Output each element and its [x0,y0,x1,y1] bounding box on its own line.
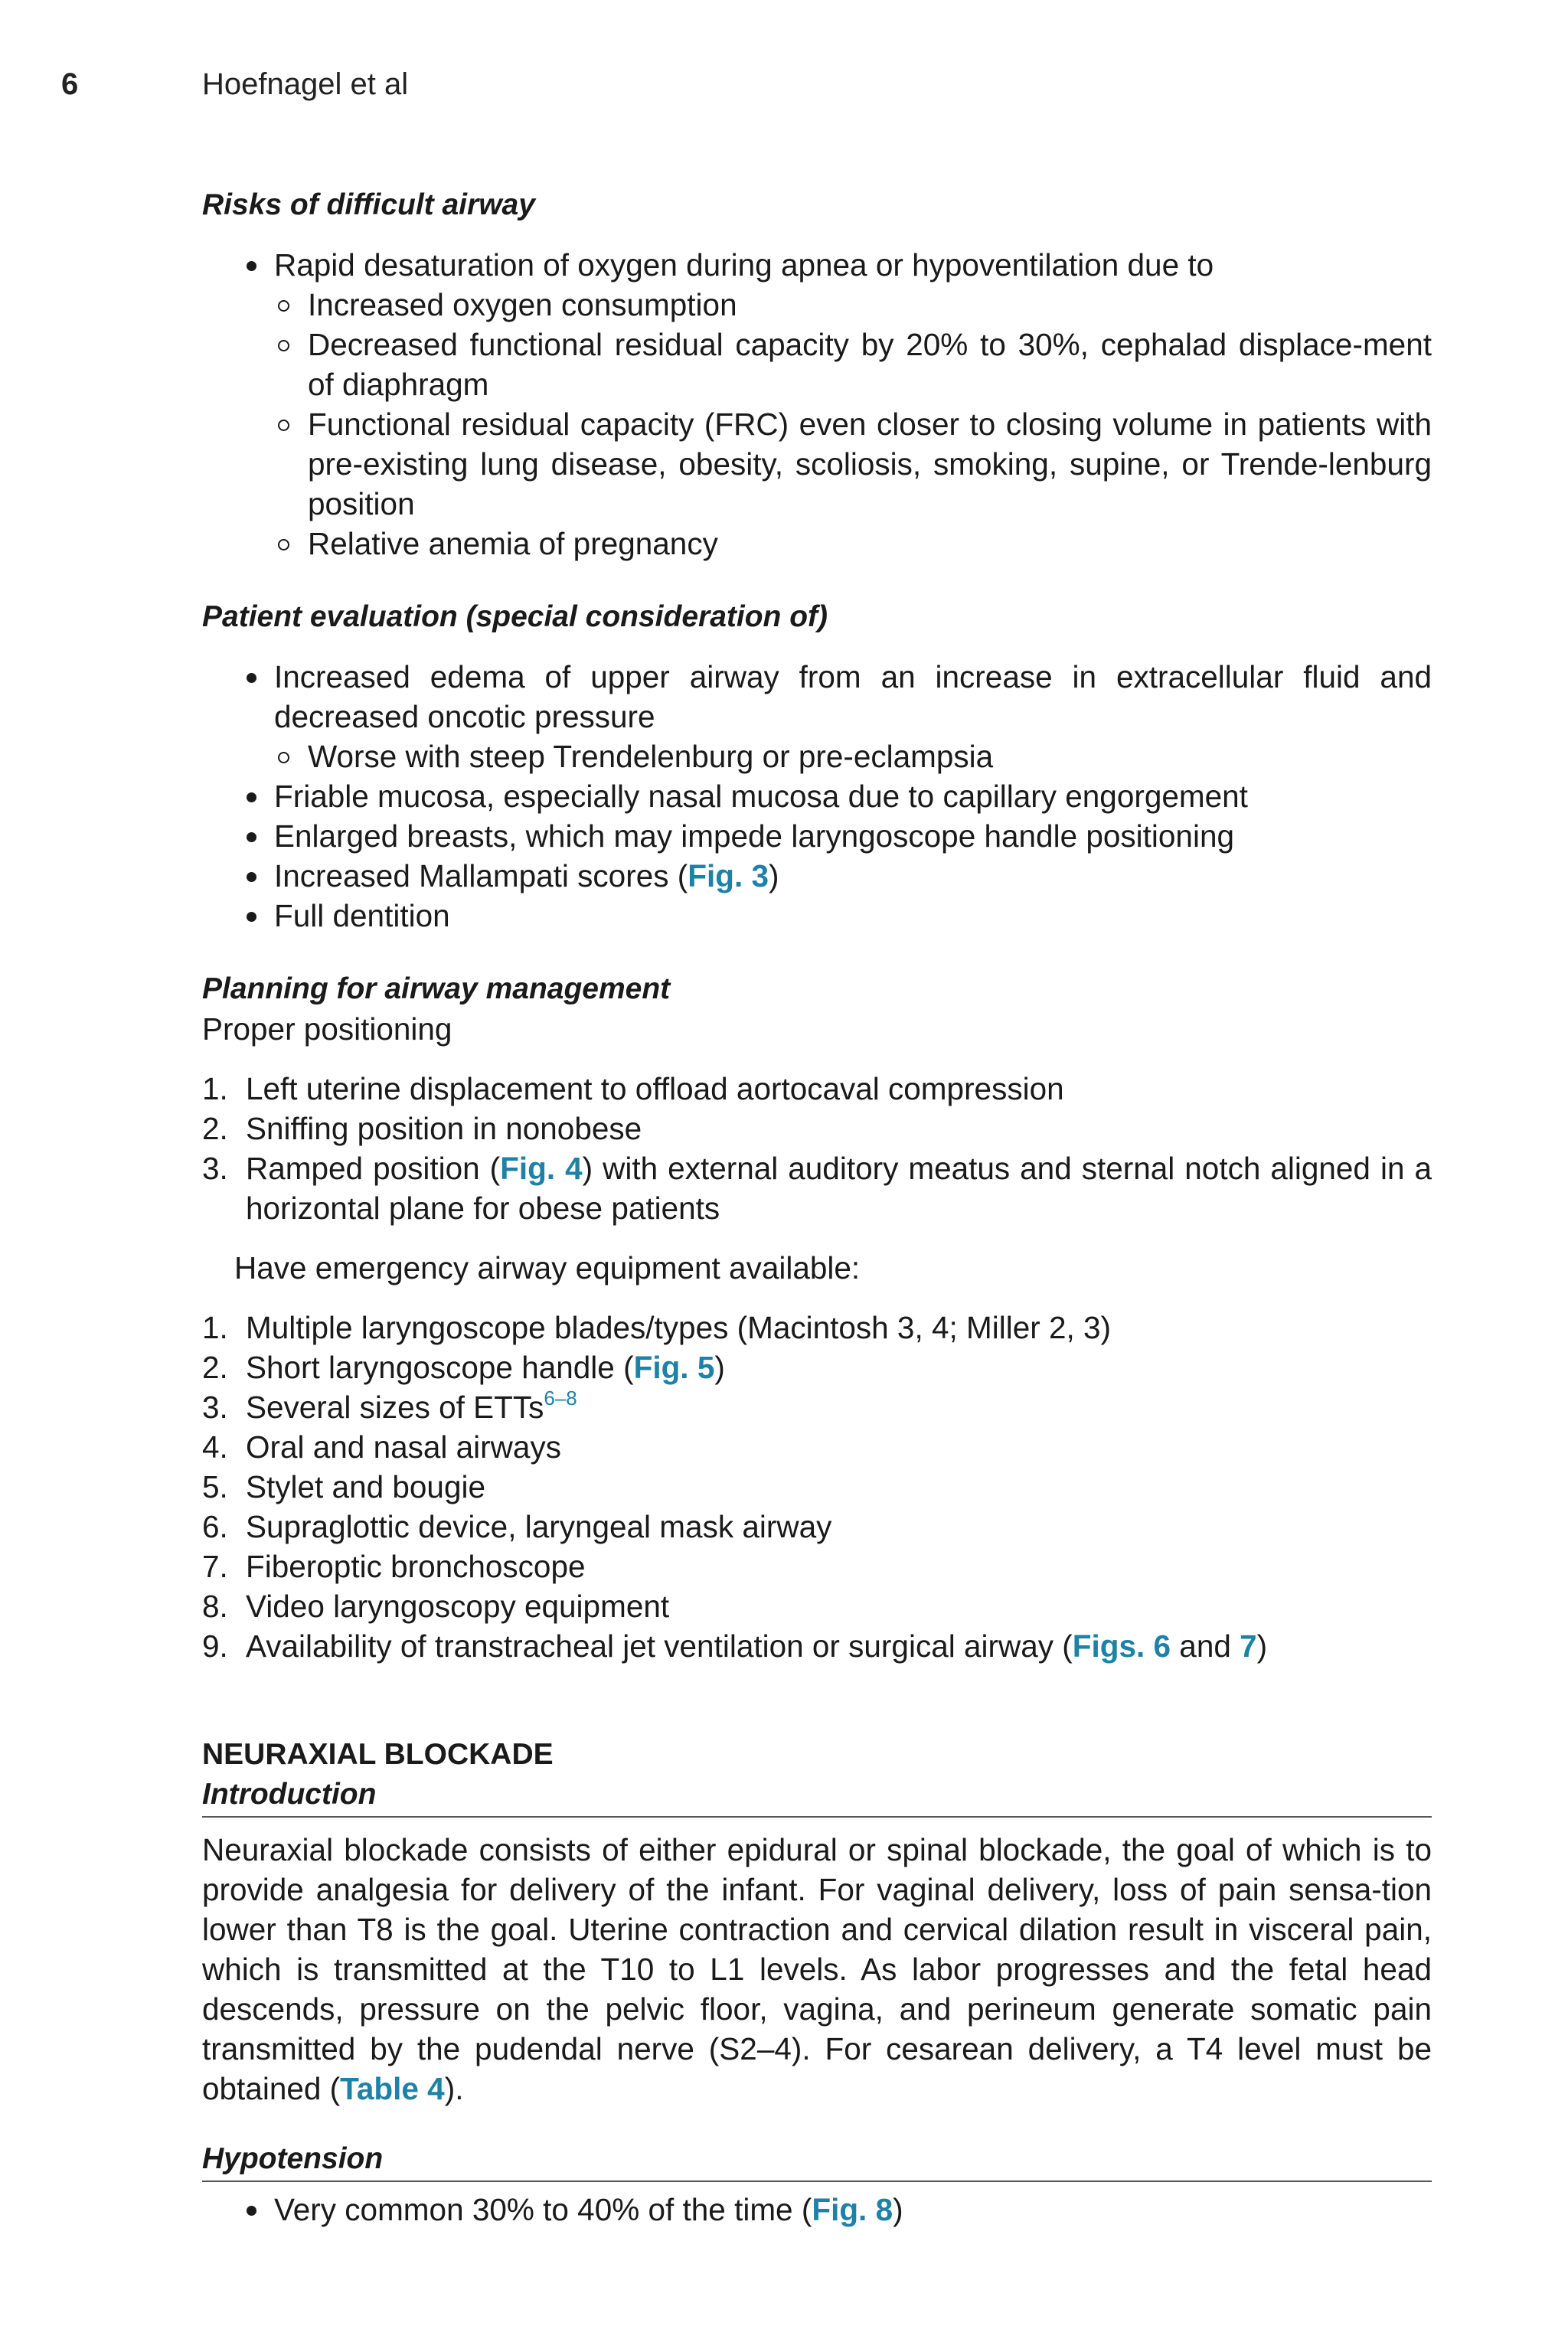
patient-evaluation-sublist [274,737,1432,776]
section-heading-introduction: Introduction [202,1775,1432,1818]
sub-list-item: Worse with steep Trendelenburg or pre-eclampsia [308,737,1432,776]
item-text: and [1171,1628,1240,1664]
running-head: Hoefnagel et al [202,67,409,101]
section-heading-hypotension: Hypotension [202,2139,1432,2182]
paragraph-text: Neuraxial blockade consists of either epidural or spinal blockade, the goal of which is to provide analgesia for delivery of the infant. For vaginal delivery, loss of pain sensa-tion lower than T8 is the goal. Uterine contraction and cervical dilation result in visceral pain, which is transmitted at the T10 to L1 levels. As labor progresses and the fetal head descends, pressure on the pelvic floor, vagina, and perineum generate somatic pain transmitted by the pudendal nerve (S2–4). For cesarean delivery, a T4 level must be obtained ( [202,1832,1432,2106]
numbered-item [202,1148,1432,1228]
item-text: Sniffing position in nonobese [246,1111,642,1146]
item-number: 3. [202,1151,228,1186]
section-heading-patient-evaluation: Patient evaluation (special consideration of) [202,600,828,633]
item-number: 4. [202,1429,228,1465]
positioning-list [202,1069,1432,1228]
major-heading-neuraxial-blockade: NEURAXIAL BLOCKADE [202,1738,554,1771]
fig-5-link[interactable]: Fig. 5 [633,1350,715,1385]
section-heading-risks: Risks of difficult airway [202,188,535,221]
item-text: Left uterine displacement to offload aortocaval compression [246,1071,1064,1106]
sub-list-item: Relative anemia of pregnancy [308,524,1432,564]
risks-sublist [274,285,1432,564]
item-text: Availability of transtracheal jet ventilation or surgical airway ( [246,1628,1073,1664]
numbered-item [202,1507,1432,1547]
item-number: 9. [202,1628,228,1664]
list-item-text: Rapid desaturation of oxygen during apnea or hypoventilation due to [274,247,1214,283]
list-item-text: Very common 30% to 40% of the time ( [274,2192,812,2227]
citation-reference[interactable]: 6–8 [544,1387,577,1410]
numbered-item [202,1387,1432,1427]
fig-7-link[interactable]: 7 [1240,1628,1257,1664]
item-number: 8. [202,1589,228,1624]
fig-4-link[interactable]: Fig. 4 [500,1151,583,1186]
numbered-item [202,1348,1432,1387]
numbered-item [202,1467,1432,1507]
item-number: 1. [202,1310,228,1345]
sub-list-item: Decreased functional residual capacity by 20% to 30%, cephalad displace-ment of diaphragm [308,325,1432,404]
risks-list [202,245,1432,564]
fig-8-link[interactable]: Fig. 8 [812,2192,893,2227]
item-text: ) [714,1350,725,1385]
list-item: Enlarged breasts, which may impede laryngoscope handle positioning [274,816,1432,856]
item-text: Several sizes of ETTs [246,1390,544,1425]
list-item-text: Increased edema of upper airway from an increase in extracellular fluid and decreased oncotic pressure [274,659,1432,734]
item-number: 2. [202,1111,228,1146]
item-number: 6. [202,1509,228,1544]
item-number: 1. [202,1071,228,1106]
numbered-item [202,1109,1432,1148]
item-number: 2. [202,1350,228,1385]
subheading-proper-positioning: Proper positioning [202,1011,452,1047]
list-item [274,2190,1432,2230]
table-4-link[interactable]: Table 4 [340,2071,445,2106]
list-item [274,657,1432,776]
introduction-paragraph [202,1830,1432,2109]
section-heading-planning: Planning for airway management [202,972,671,1005]
equipment-intro: Have emergency airway equipment available: [234,1250,861,1285]
item-text: ) [1256,1628,1268,1664]
item-number: 5. [202,1469,228,1504]
item-text: Oral and nasal airways [246,1429,561,1465]
hypotension-list [202,2190,1432,2230]
item-number: 7. [202,1549,228,1584]
item-text: Short laryngoscope handle ( [246,1350,634,1385]
patient-evaluation-list [202,657,1432,936]
list-item-text: ) [768,858,779,893]
main-content [202,185,1432,2230]
item-text: Multiple laryngoscope blades/types (Macintosh 3, 4; Miller 2, 3) [246,1310,1112,1345]
numbered-item [202,1308,1432,1348]
paragraph-text: ). [444,2071,464,2106]
item-number: 3. [202,1390,228,1425]
list-item-text: Increased Mallampati scores ( [274,858,688,893]
item-text: Video laryngoscopy equipment [246,1589,670,1624]
item-text: Stylet and bougie [246,1469,485,1504]
item-text: Ramped position ( [246,1151,501,1186]
sub-list-item: Functional residual capacity (FRC) even closer to closing volume in patients with pre-existing lung disease, obesity, scoliosis, smoking, supine, or Trende-lenburg position [308,404,1432,524]
figs-6-link[interactable]: Figs. 6 [1072,1628,1171,1664]
numbered-item [202,1069,1432,1109]
list-item: Full dentition [274,896,1432,936]
numbered-item [202,1626,1432,1666]
item-text: Supraglottic device, laryngeal mask airway [246,1509,832,1544]
page-number: 6 [61,67,79,101]
list-item: Friable mucosa, especially nasal mucosa due to capillary engorgement [274,776,1432,816]
item-text: ) with external auditory meatus and sternal notch aligned in a horizontal plane for obese patients [246,1151,1432,1226]
numbered-item [202,1586,1432,1626]
item-text: Fiberoptic bronchoscope [246,1549,586,1584]
list-item-text: ) [893,2192,903,2227]
list-item [274,856,1432,896]
sub-list-item: Increased oxygen consumption [308,285,1432,325]
fig-3-link[interactable]: Fig. 3 [688,858,769,893]
equipment-list [202,1308,1432,1666]
numbered-item [202,1427,1432,1467]
numbered-item [202,1547,1432,1586]
list-item [274,245,1432,564]
